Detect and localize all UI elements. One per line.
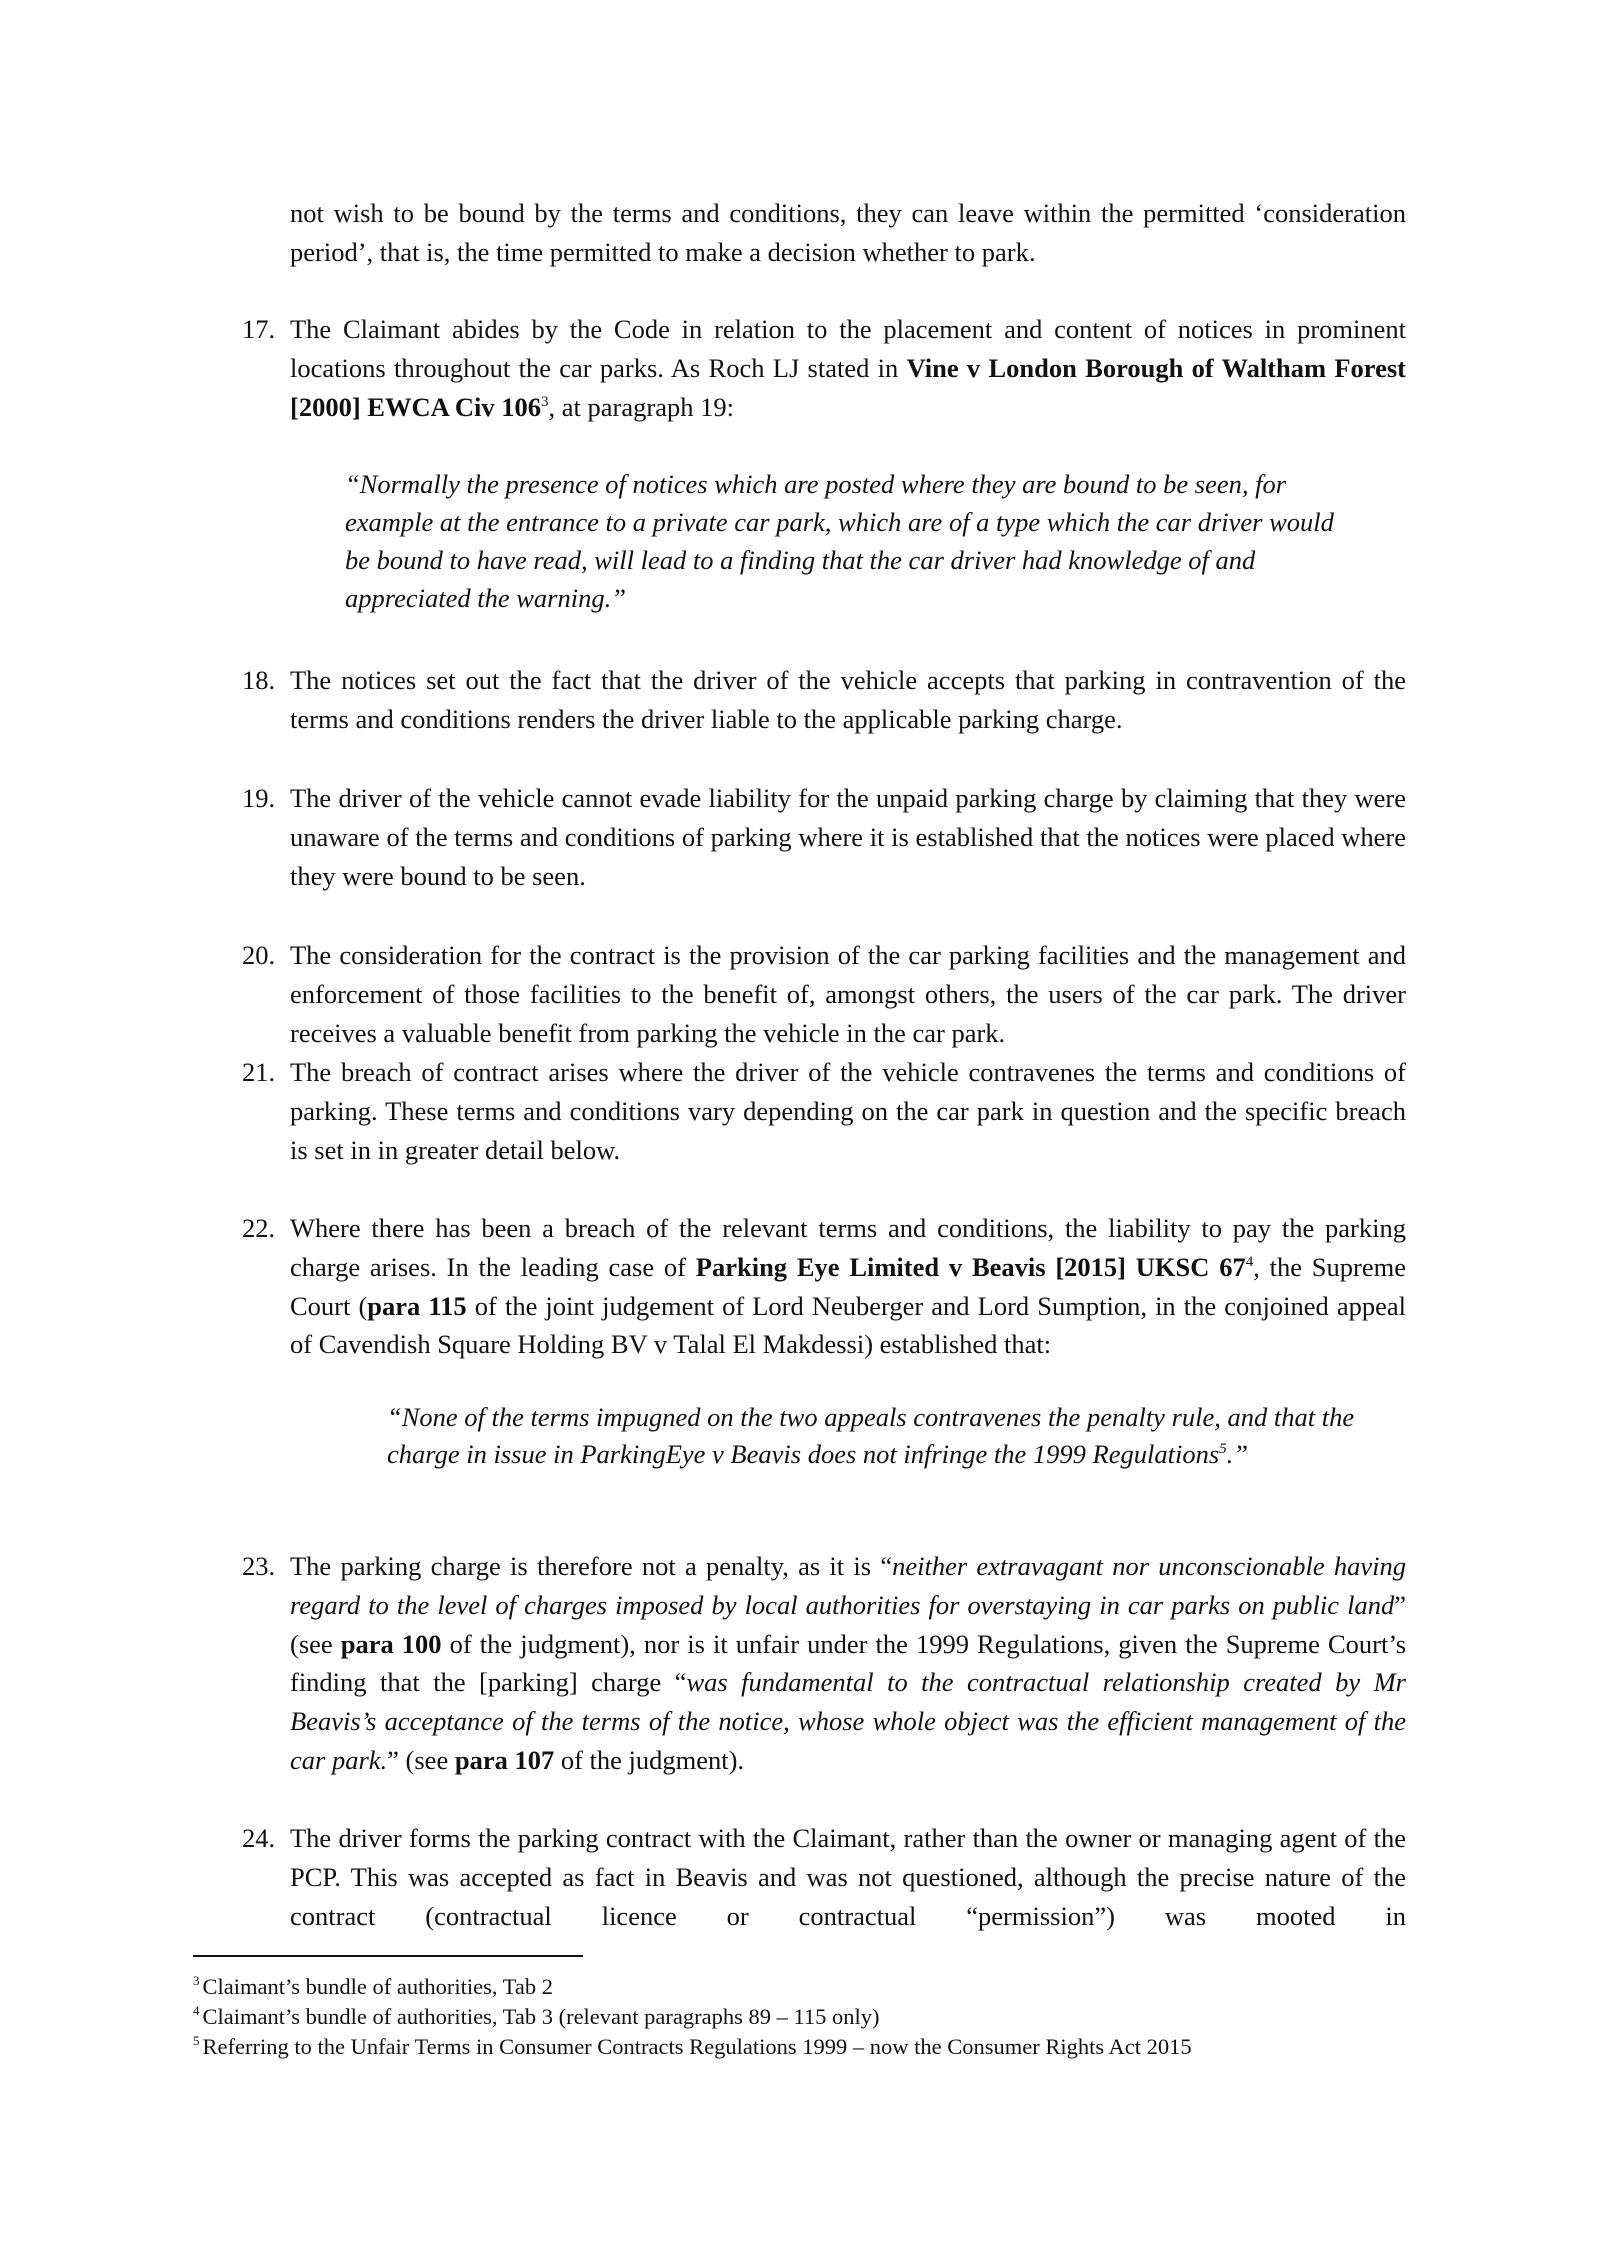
para-reference: para 115 xyxy=(367,1290,467,1321)
footnote-marker: 4 xyxy=(193,2003,200,2018)
paragraph-17 xyxy=(242,310,1406,426)
paragraph-21 xyxy=(242,1053,1406,1169)
para-reference: para 100 xyxy=(340,1628,442,1659)
paragraph-text: The consideration for the contract is the provision of the car parking facilities and the management and enforcement of those facilities to the benefit of, amongst others, the users of the car park. The driver receives a valuable benefit from parking the vehicle in the car park. xyxy=(290,940,1406,1048)
paragraph-text: ” (see xyxy=(290,1589,1406,1659)
paragraph-number: 18. xyxy=(242,665,276,695)
paragraph-text: The breach of contract arises where the driver of the vehicle contravenes the terms and conditions of parking. These terms and conditions vary depending on the car park in question and the specific breach is set in in greater detail below. xyxy=(290,1057,1406,1165)
footnote-ref[interactable]: 3 xyxy=(541,393,549,410)
footnote-marker: 5 xyxy=(193,2033,200,2048)
paragraph-16-continuation xyxy=(290,194,1406,272)
footnote-3 xyxy=(193,1972,1443,2002)
paragraph-text: Where there has been a breach of the relevant terms and conditions, the liability to pay the parking charge arises. In the leading case of xyxy=(290,1213,1406,1282)
paragraph-text: , at paragraph 19: xyxy=(548,391,734,422)
paragraph-text: The driver forms the parking contract with the Claimant, rather than the owner or managing agent of the PCP. This was accepted as fact in Beavis and was not questioned, although the precise nature of the contract (contractual licence or contractual “permission”) was mooted in xyxy=(290,1823,1406,1931)
case-citation: Vine v London Borough of Waltham Forest [2000] EWCA Civ 106 xyxy=(290,352,1406,422)
quote-text: “None of the terms impugned on the two appeals contravenes the penalty rule, and that the charge in issue in ParkingEye v Beavis does not infringe the 1999 Regulations xyxy=(387,1402,1355,1469)
paragraph-18 xyxy=(242,661,1406,739)
footnote-4 xyxy=(193,2002,1443,2032)
paragraph-text: of the joint judgement of Lord Neuberger and Lord Sumption, in the conjoined appeal of Cavendish Square Holding BV v Talal El Makdessi) established that: xyxy=(290,1290,1406,1360)
paragraph-number: 19. xyxy=(242,783,276,813)
quote-text: .” xyxy=(1226,1439,1249,1469)
paragraph-text: The driver of the vehicle cannot evade liability for the unpaid parking charge by claiming that they were unaware of the terms and conditions of parking where it is established that the notices were placed where they were bound to be seen. xyxy=(290,783,1406,891)
paragraph-text: not wish to be bound by the terms and conditions, they can leave within the permitted ‘consideration period’, that is, the time permitted to make a decision whether to park. xyxy=(290,198,1406,267)
quoted-text: was fundamental to the contractual relationship created by Mr Beavis’s acceptance of the terms of the notice, whose whole object was the efficient management of the car park. xyxy=(290,1667,1406,1775)
paragraph-number: 22. xyxy=(242,1213,276,1243)
footnote-text: Referring to the Unfair Terms in Consumer Contracts Regulations 1999 – now the Consumer Rights Act 2015 xyxy=(202,2034,1192,2059)
block-quote-vine xyxy=(345,465,1345,617)
footnote-text: Claimant’s bundle of authorities, Tab 3 (relevant paragraphs 89 – 115 only) xyxy=(202,2004,880,2029)
quote-text: “Normally the presence of notices which are posted where they are bound to be seen, for example at the entrance to a private car park, which are of a type which the car driver would be bound to have read, will lead to a finding that the car driver had knowledge of and appreciated the warning.” xyxy=(345,469,1334,613)
paragraph-text: of the judgment). xyxy=(554,1744,745,1775)
paragraph-22 xyxy=(242,1209,1406,1364)
paragraph-24 xyxy=(242,1819,1406,1935)
quoted-text: neither extravagant nor unconscionable having regard to the level of charges imposed by local authorities for overstaying in car parks on public land xyxy=(290,1551,1406,1620)
footnote-ref[interactable]: 5 xyxy=(1219,1441,1227,1457)
paragraph-text: The parking charge is therefore not a penalty, as it is “ xyxy=(290,1551,893,1581)
footnote-marker: 3 xyxy=(193,1973,200,1988)
paragraph-text: , the Supreme Court ( xyxy=(290,1251,1406,1321)
paragraph-number: 24. xyxy=(242,1823,276,1853)
paragraph-20 xyxy=(242,936,1406,1052)
paragraph-number: 17. xyxy=(242,314,276,344)
paragraph-text: ” (see xyxy=(387,1744,455,1775)
paragraph-text: The Claimant abides by the Code in relation to the placement and content of notices in prominent locations throughout the car parks. As Roch LJ stated in xyxy=(290,314,1406,383)
paragraph-text: The notices set out the fact that the driver of the vehicle accepts that parking in contravention of the terms and conditions renders the driver liable to the applicable parking charge. xyxy=(290,665,1406,734)
paragraph-19 xyxy=(242,779,1406,895)
footnote-5 xyxy=(193,2032,1443,2062)
para-reference: para 107 xyxy=(454,1744,555,1775)
paragraph-number: 23. xyxy=(242,1551,276,1581)
paragraph-text: of the judgment), nor is it unfair under the 1999 Regulations, given the Supreme Court’s finding that the [parking] charge “ xyxy=(290,1628,1407,1698)
footnote-ref[interactable]: 4 xyxy=(1245,1253,1254,1270)
paragraph-number: 21. xyxy=(242,1057,276,1087)
footnote-separator xyxy=(193,1955,583,1957)
footnote-text: Claimant’s bundle of authorities, Tab 2 xyxy=(202,1974,553,1999)
block-quote-beavis xyxy=(387,1399,1387,1473)
case-citation: Parking Eye Limited v Beavis [2015] UKSC 67 xyxy=(695,1251,1246,1282)
paragraph-number: 20. xyxy=(242,940,276,970)
paragraph-23 xyxy=(242,1547,1407,1780)
